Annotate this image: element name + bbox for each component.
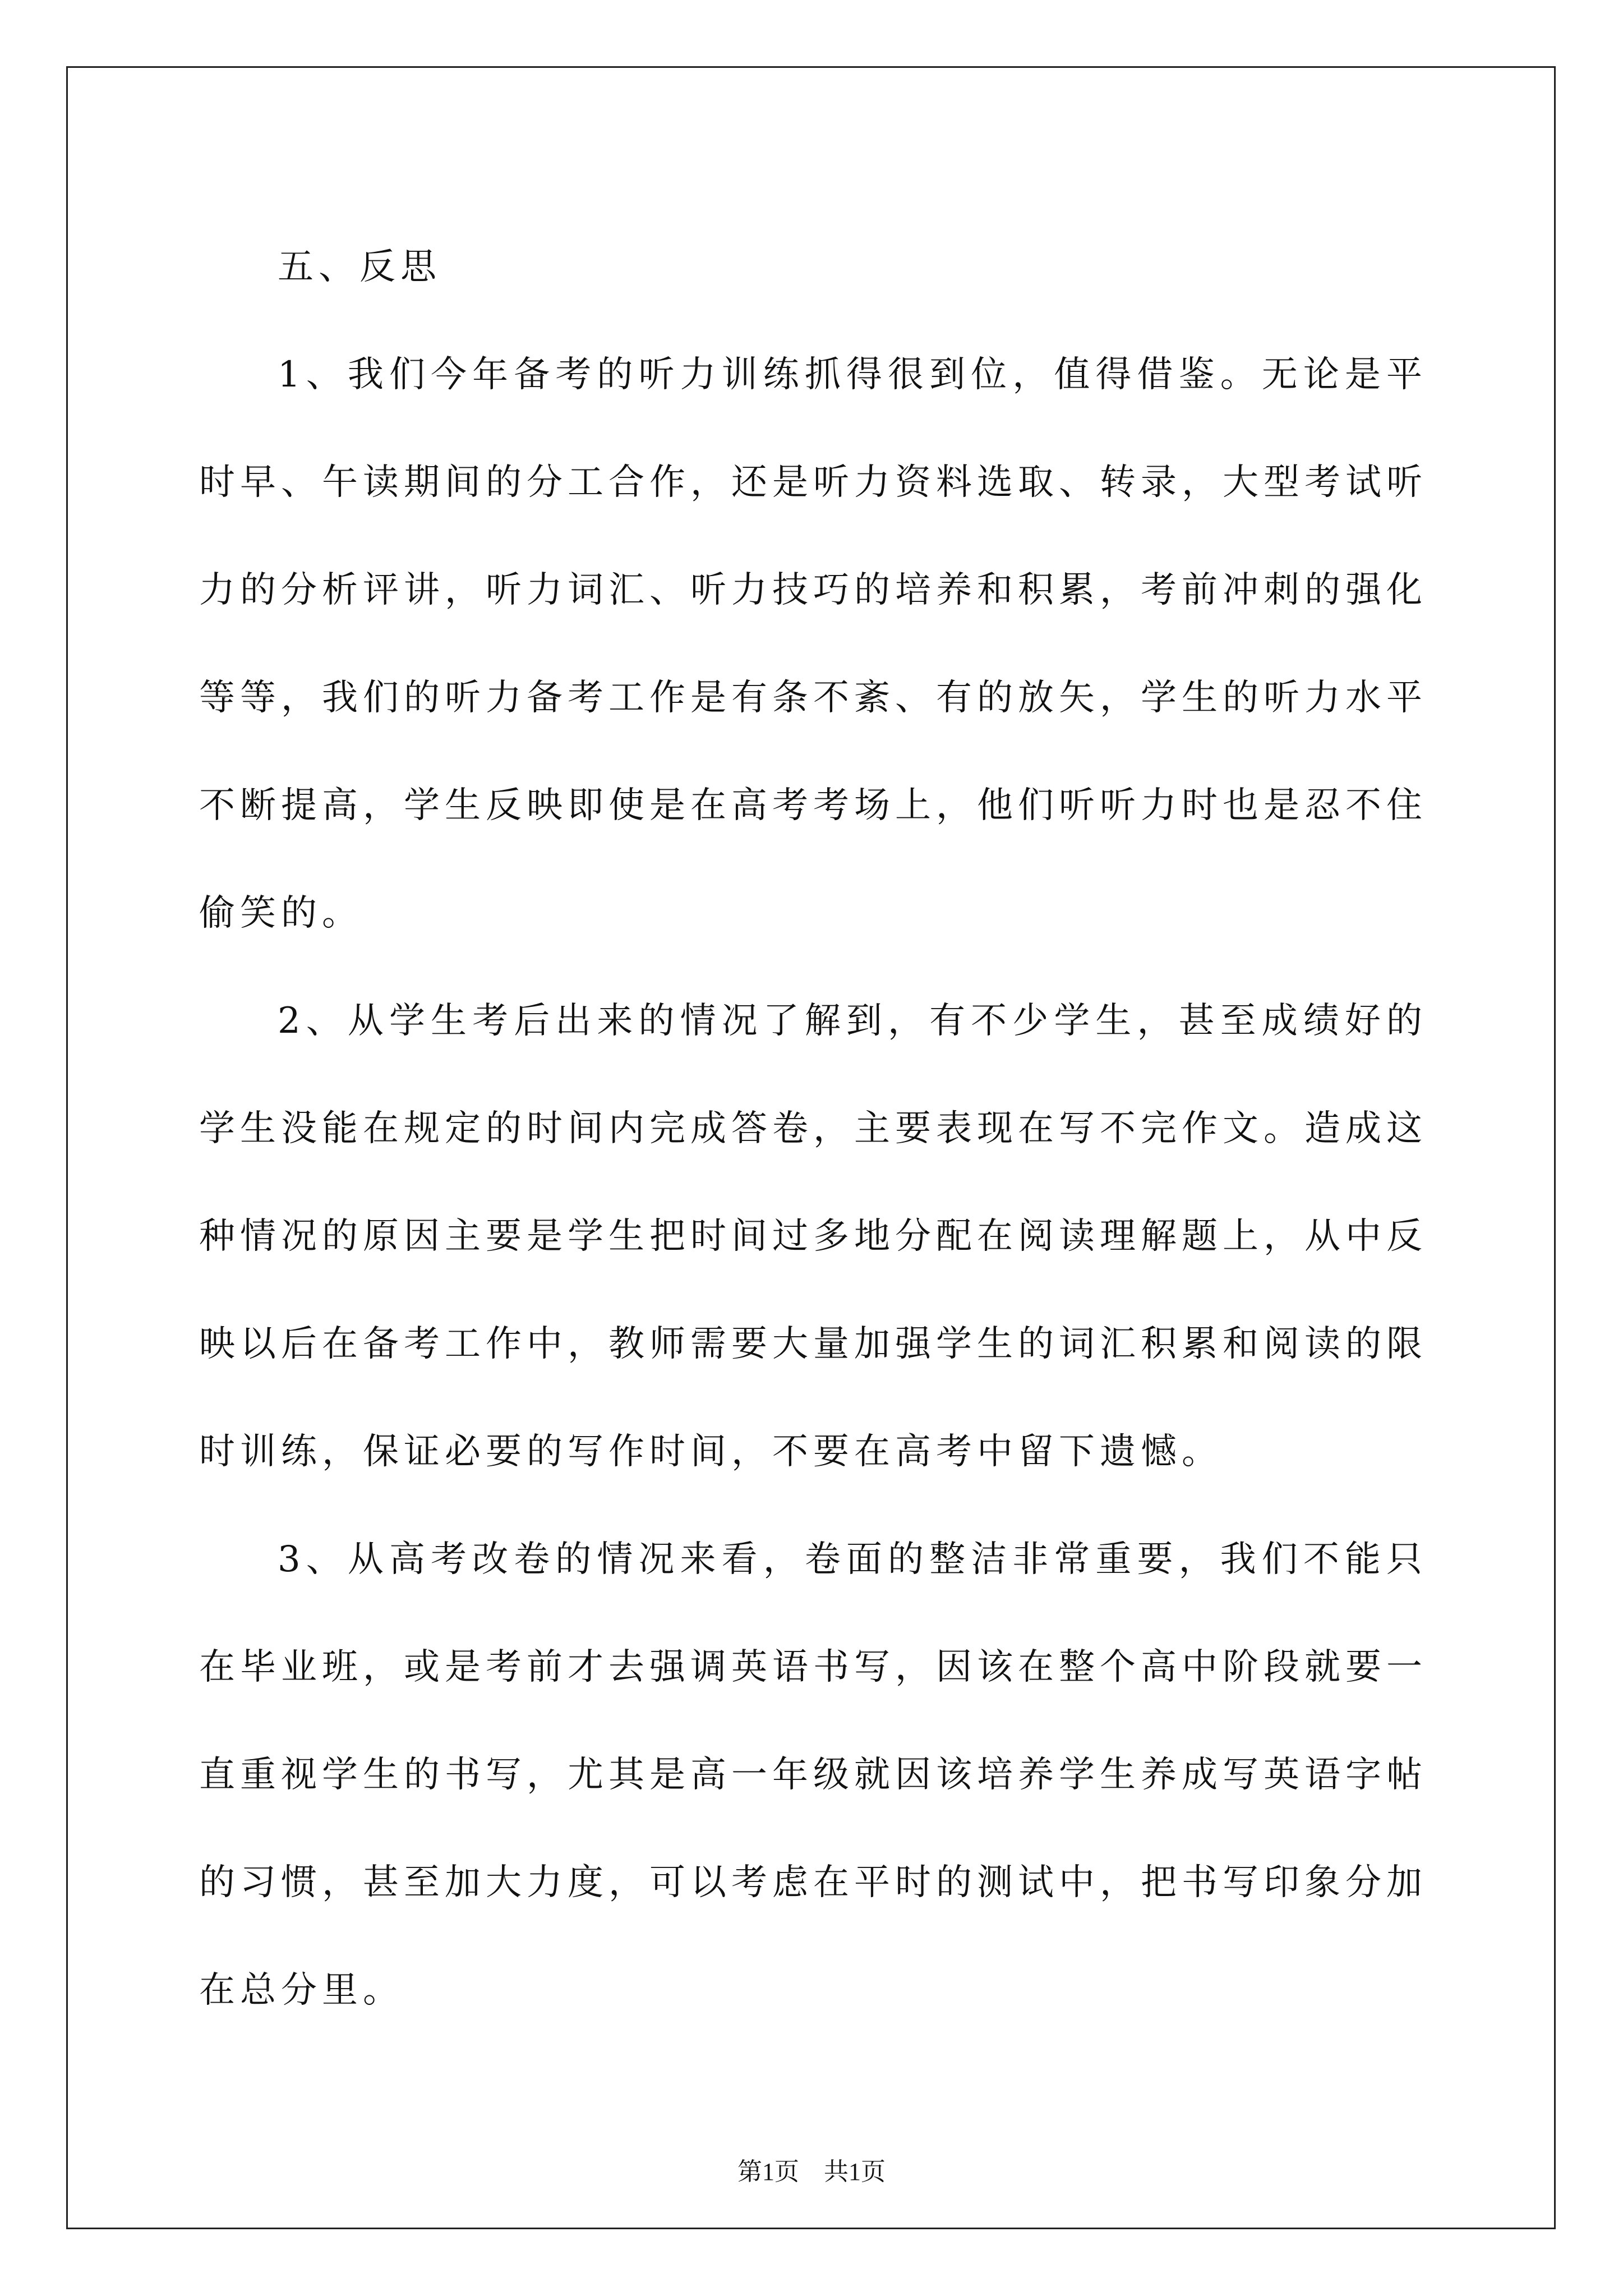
section-heading: 五、反思: [278, 246, 441, 288]
paragraph-1: 1、我们今年备考的听力训练抓得很到位，值得借鉴。无论是平时早、午读期间的分工合作，还是听力资料选取、转录，大型考试听力的分析评讲，听力词汇、听力技巧的培养和积累，考前冲刺的强化等等，我们的听力备考工作是有条不紊、有的放矢，学生的听力水平不断提高，学生反映即使是在高考考场上，他们听听力时也是忍不住偷笑的。: [199, 354, 1427, 934]
paragraph-2: 2、从学生考后出来的情况了解到，有不少学生，甚至成绩好的学生没能在规定的时间内完成答卷，主要表现在写不完作文。造成这种情况的原因主要是学生把时间过多地分配在阅读理解题上，从中反映以后在备考工作中，教师需要大量加强学生的词汇积累和阅读的限时训练，保证必要的写作时间，不要在高考中留下遗憾。: [199, 1000, 1427, 1473]
paragraph-3: 3、从高考改卷的情况来看，卷面的整洁非常重要，我们不能只在毕业班，或是考前才去强调英语书写，因该在整个高中阶段就要一直重视学生的书写，尤其是高一年级就因该培养学生养成写英语字帖的习惯，甚至加大力度，可以考虑在平时的测试中，把书写印象分加在总分里。: [199, 1539, 1427, 2011]
document-body: [199, 213, 1427, 2044]
page-footer: 第1页 共1页: [737, 2158, 886, 2185]
